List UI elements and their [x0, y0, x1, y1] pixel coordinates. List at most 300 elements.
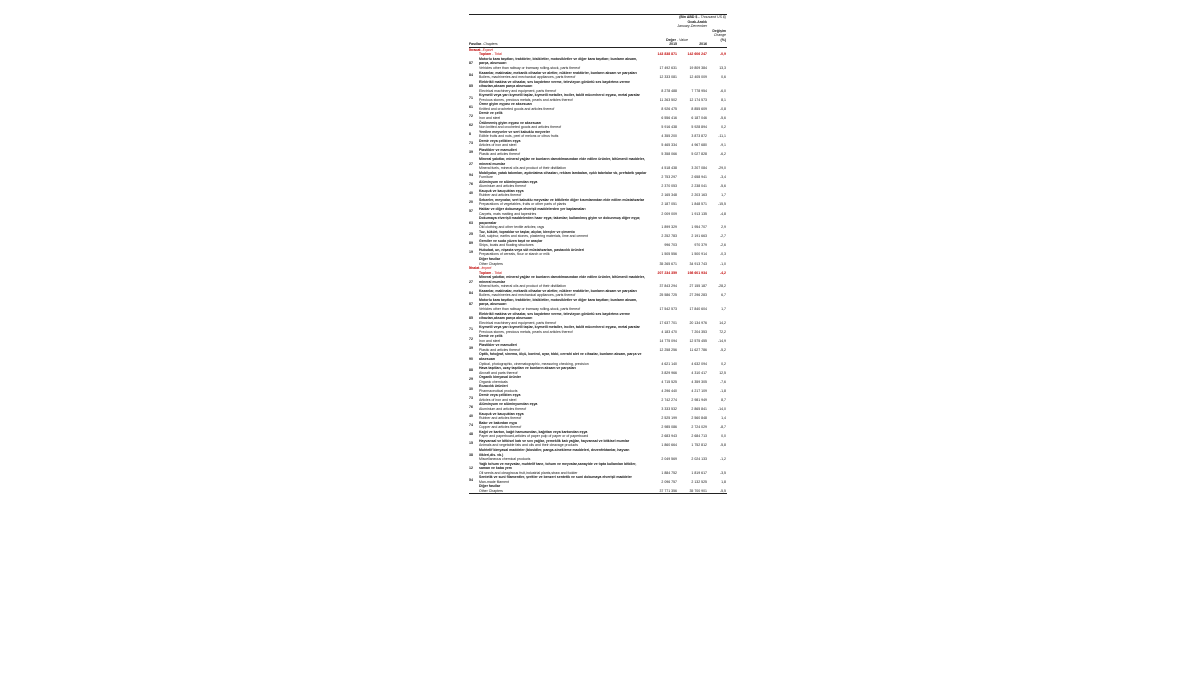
chapter-code: 87	[469, 61, 473, 66]
table-row	[469, 325, 727, 334]
value-2015-cell: 3 829 966	[661, 370, 677, 375]
change-cell: 8,7	[721, 397, 726, 402]
value-2015-cell: 17 542 573	[659, 307, 677, 311]
change-cell: -29,0	[718, 166, 726, 171]
export-title-tr: İhracat	[469, 47, 481, 52]
table-row	[469, 312, 727, 326]
value-2016-cell: 2 132 525	[691, 479, 707, 484]
value-2016-cell: 1 913 135	[691, 211, 707, 216]
chapter-name-en: Ships, boats and floating structures	[479, 243, 534, 248]
value-2016-cell: 1 954 707	[691, 225, 707, 230]
change-cell: -2,7	[719, 234, 726, 239]
chapter-name-tr: Mineral yakıtlar, mineral yağlar ve bunların damıtılmasından elde edilen ürünler, bitümenli maddeler, mineral mumlar	[479, 156, 645, 166]
chapter-name-tr: Örülmemiş giyim eşyası ve aksesuarı	[479, 120, 542, 125]
value-2015-cell: 2 742 274	[661, 397, 677, 402]
value-2015-cell: 207 234 359	[657, 270, 677, 275]
chapter-code: 39	[469, 345, 473, 350]
change-cell: -0,3	[719, 252, 726, 257]
chapter-name-tr: Alüminyum ve alüminyumdan eşya	[479, 179, 538, 184]
total-en: - Total	[492, 52, 502, 57]
chapters-en: - Chapters	[481, 42, 498, 47]
value-2015-cell: 2 683 943	[661, 434, 677, 439]
value-2016-cell: 6 187 046	[691, 116, 707, 121]
chapter-code: 73	[469, 141, 473, 146]
chapter-name-en: Carpets, mats matting and tapestries	[479, 211, 537, 216]
chapter-name-en: Mineral fuels, mineral oils and product of their distillation	[479, 166, 566, 171]
chapter-description	[479, 475, 647, 484]
chapter-name-en: Oil seeds and oleaginous fruit,industrial plants,straw and fodder	[479, 470, 578, 475]
value-2016-cell: 35 700 901	[689, 488, 707, 493]
value-2015-cell: 6 556 416	[661, 116, 677, 121]
value-2016-cell: 1 500 914	[691, 252, 707, 257]
chapter-description	[479, 366, 647, 375]
period-tr: Ocak-Aralık	[687, 19, 707, 24]
value-2016-cell: 4 359 305	[691, 379, 707, 384]
chapter-description	[479, 189, 647, 198]
chapter-code: 85	[469, 84, 473, 89]
change-cell: 12,5	[719, 370, 726, 375]
value-2015-cell: 5 358 066	[661, 152, 677, 157]
chapter-name-en: Precious stones, precious metals, pearls and articles thereof	[479, 329, 573, 334]
table-row	[469, 275, 727, 289]
chapter-name-en: Animals and vegetable fats and oils and their cleavage products	[479, 443, 579, 448]
change-cell: -1,0	[719, 261, 726, 266]
chapter-name-en: Articles of iron and steel	[479, 397, 517, 402]
chapter-code: 90	[469, 357, 473, 362]
chapter-description	[479, 393, 647, 402]
value-2016-cell: 34 913 743	[689, 261, 707, 266]
value-2015-cell: 5 465 334	[661, 143, 677, 148]
table-row	[469, 216, 727, 230]
chapter-code: 12	[469, 466, 473, 471]
table-row	[469, 439, 727, 448]
table-row	[469, 352, 727, 366]
chapter-code: 62	[469, 122, 473, 127]
chapter-code: 30	[469, 386, 473, 391]
table-row	[469, 384, 727, 393]
chapter-name-tr: Sentetik ve suni filamentler, şeritler ve benzeri sentetik ve suni dokumaya elverişli maddeler	[479, 475, 632, 480]
value-2015-cell: 17 492 631	[659, 66, 677, 71]
chapter-description	[479, 402, 647, 411]
change-cell: 2,9	[721, 225, 726, 230]
change-cell: 8,1	[721, 97, 726, 102]
chapter-code: 63	[469, 220, 473, 225]
table-row	[469, 462, 727, 476]
chapter-code: 61	[469, 104, 473, 109]
chapter-name-tr: Kıymetli veya yarı kıymetli taşlar, kıymetli metaller, inciler, taklit mücevherci eşyası, metal paralar	[479, 93, 640, 98]
chapters-header	[469, 42, 647, 47]
table-row	[469, 257, 727, 266]
chapter-name-en: Edible fruits and nuts, peel of melons or citrus fruits	[479, 134, 559, 139]
value-2016-cell: 19 809 384	[689, 66, 707, 71]
value-2016-cell: 5 027 828	[691, 152, 707, 157]
change-cell: -7,6	[719, 379, 726, 384]
chapter-description	[479, 257, 647, 266]
table-row	[469, 139, 727, 148]
change-cell: 1,7	[721, 307, 726, 311]
change-cell: -14,9	[718, 338, 726, 343]
table-row	[469, 343, 727, 352]
chapter-code: 25	[469, 231, 473, 236]
value-2015-cell: 2 370 053	[661, 184, 677, 189]
value-2015-cell: 2 187 051	[661, 202, 677, 207]
change-cell: 0,6	[721, 75, 726, 80]
value-2016-cell: 4 967 680	[691, 143, 707, 148]
import-title-en: - Import	[479, 266, 492, 271]
value-2015-cell: 2 985 086	[661, 425, 677, 430]
value-2016-cell: 2 203 163	[691, 193, 707, 198]
chapter-name-en: Plastic and articles thereof	[479, 152, 521, 157]
chapter-code: 39	[469, 150, 473, 155]
year-2016: 2016	[699, 42, 707, 47]
table-row	[469, 111, 727, 120]
value-2016-cell: 7 778 954	[691, 88, 707, 93]
chapter-name-en: Salt, sulphur, earths and stones, plastering materials, lime and cement	[479, 234, 588, 239]
change-cell: -0,9	[719, 52, 726, 57]
value-tr: Değer	[666, 37, 676, 42]
table-row	[469, 80, 727, 94]
chapter-name-tr: Halılar ve diğer dokumaya elverişli maddelerden yer kaplamaları	[479, 206, 586, 211]
change-cell: -14,0	[718, 407, 726, 412]
unit-en: Thousand US $)	[700, 15, 726, 19]
table-row	[469, 393, 727, 402]
change-cell: -4,8	[719, 211, 726, 216]
value-2016-cell: 2 684 713	[691, 434, 707, 439]
change-cell: -5,8	[719, 443, 726, 448]
chapter-name-tr: Kıymetli veya yarı kıymetli taşlar, kıymetli metaller, inciler, taklit mücevherci eşyası, metal paralar	[479, 325, 640, 330]
table-row	[469, 171, 727, 180]
unit-tr: (Bin ABD $	[679, 15, 698, 19]
chapter-name-tr: Gemiler ve suda yüzen taşıt ve araçlar	[479, 238, 543, 243]
value-2015-cell: 1 860 664	[661, 443, 677, 448]
chapter-code: 85	[469, 316, 473, 321]
chapter-code: 29	[469, 377, 473, 382]
value-2016-cell: 11 627 786	[689, 347, 707, 352]
value-2015-cell: 4 518 438	[661, 166, 677, 171]
change-cell: -8,7	[719, 425, 726, 430]
chapter-description	[479, 139, 647, 148]
change-cell: -28,2	[718, 284, 726, 289]
table-row	[469, 157, 727, 171]
table-row	[469, 230, 727, 239]
table-row	[469, 298, 727, 312]
table-row	[469, 148, 727, 157]
change-cell: -5,2	[719, 347, 726, 352]
change-cell: -1,8	[719, 388, 726, 393]
change-cell: -0,8	[719, 106, 726, 111]
table-row	[469, 375, 727, 384]
chapter-name-tr: Mobilyalar, yatak takımları, aydınlatma cihazları, reklam lambaları, ışıklı tabelalar vb, prefabrik yapılar	[479, 170, 647, 175]
chapter-description	[479, 121, 647, 130]
total-tr: Toplam	[479, 270, 492, 275]
value-en: - Value	[676, 37, 688, 42]
value-2016-cell: 1 848 571	[691, 202, 707, 207]
chapter-description	[479, 421, 647, 430]
chapter-name-en: Plastic and articles thereof	[479, 347, 521, 352]
chapter-description	[479, 484, 647, 493]
value-2016-cell: 2 981 949	[691, 397, 707, 402]
change-cell: 6,7	[721, 293, 726, 298]
import-title-tr: İthalat	[469, 266, 480, 271]
change-cell: 13,3	[719, 66, 726, 71]
chapter-name-tr: Motorlu kara taşıtları, traktörler, bisikletler, motosikletler ve diğer kara taşıtları; bunların aksam, parça, aksesuarı	[479, 56, 638, 66]
period-label	[469, 20, 727, 29]
value-2015-cell: 3 333 532	[661, 407, 677, 412]
chapter-name-en: Boilers, machineries and mechanical appliances, parts thereof	[479, 75, 576, 80]
chapter-name-en: Other Chapters	[479, 488, 503, 493]
chapter-description	[479, 248, 647, 257]
change-cell: 0,2	[721, 125, 726, 130]
year-spacer	[707, 42, 727, 47]
chapter-name-tr: Plastikler ve mamulleri	[479, 343, 517, 348]
chapter-code: 19	[469, 250, 473, 255]
chapter-description	[479, 148, 647, 157]
chapter-name-tr: Elektrikli makina ve cihazlar, ses kaydetme verme, televizyon görüntü ses kaydetme-verme cihazları,aksam parça aksesuarı	[479, 311, 630, 321]
table-row	[469, 93, 727, 102]
chapter-name-en: Articles of iron and steel	[479, 143, 517, 148]
value-2015-cell: 14 775 094	[659, 338, 677, 343]
chapter-description	[479, 230, 647, 239]
chapter-description	[479, 430, 647, 439]
chapter-name-en: Aluminium and articles thereof	[479, 407, 527, 412]
chapter-name-en: Vehicles other than railway or tramway rolling-stock, parts thereof	[479, 66, 581, 71]
value-2015-cell: 1 884 752	[661, 470, 677, 475]
chapter-description	[479, 157, 647, 171]
chapter-name-tr: Bakır ve bakırdan eşya	[479, 420, 517, 425]
chapter-name-en: Furniture	[479, 175, 494, 180]
table-row	[469, 198, 727, 207]
value-2016-cell: 1 752 812	[691, 443, 707, 448]
value-2016-cell: 12 575 455	[689, 338, 707, 343]
chapter-description	[479, 289, 647, 298]
chapter-name-en: Aluminium and articles thereof	[479, 184, 527, 189]
chapter-description	[479, 462, 647, 476]
chapter-name-en: Other Chapters	[479, 261, 503, 266]
value-2016-cell: 2 724 029	[691, 425, 707, 430]
value-2015-cell: 1 899 329	[661, 225, 677, 230]
change-cell: -5,5	[719, 488, 726, 493]
change-cell: -3,5	[719, 470, 726, 475]
chapter-description	[479, 216, 647, 230]
chapter-description	[479, 312, 647, 326]
chapter-code: 57	[469, 209, 473, 214]
value-2016-cell: 27 296 283	[689, 293, 707, 298]
chapter-code: 74	[469, 422, 473, 427]
chapter-name-tr: Hububat, un, nişasta veya süt müstahzarları, pastacılık ürünleri	[479, 247, 585, 252]
chapter-description	[479, 180, 647, 189]
chapter-description	[479, 93, 647, 102]
chapter-name-tr: Sebzeler, meyvalar, sert kabuklu meyvalar ve bitkilerin diğer kısımlarından elde edilen müstahzarlar	[479, 197, 645, 202]
chapter-name-tr: Kazanlar, makinalar, mekanik cihazlar ve aletler, nükleer reaktörler, bunların aksam ve parçaları	[479, 288, 637, 293]
chapter-name-tr: Demir veya çelikten eşya	[479, 138, 521, 143]
change-cell: 14,2	[719, 320, 726, 325]
chapter-name-tr: Tuz, kükürt, topraklar ve taşlar, alçılar, kireçler ve çimento	[479, 229, 575, 234]
chapter-code: 89	[469, 241, 473, 246]
chapter-name-en: Man-made filament	[479, 479, 509, 484]
chapter-name-en: Electrical machinery and equipment, parts thereof	[479, 88, 557, 93]
chapter-code: 71	[469, 327, 473, 332]
change-pct: (%)	[720, 37, 726, 42]
table-row	[469, 366, 727, 375]
chapter-code: 71	[469, 95, 473, 100]
value-2016-cell: 7 204 353	[691, 329, 707, 334]
chapter-code: 76	[469, 404, 473, 409]
value-2016-cell: 12 405 009	[689, 75, 707, 80]
chapter-code: 87	[469, 302, 473, 307]
chapter-name-en: Paper and paperboard,articles of paper pulp of paper or of paperboard	[479, 434, 589, 439]
value-2016-cell: 2 865 841	[691, 407, 707, 412]
value-2015-cell: 1 505 556	[661, 252, 677, 257]
change-cell: 0,0	[721, 434, 726, 439]
value-2016-cell: 2 658 941	[691, 175, 707, 180]
value-2015-cell: 12 258 256	[659, 347, 677, 352]
table-row	[469, 289, 727, 298]
chapter-name-en: Organic chemicals	[479, 379, 508, 384]
chapter-name-tr: Plastikler ve mamulleri	[479, 147, 517, 152]
chapter-name-en: Boilers, machineries and mechanical appliances, parts thereof	[479, 293, 576, 298]
change-cell: 1,4	[721, 416, 726, 421]
value-2015-cell: 37 843 294	[659, 284, 677, 289]
value-2016-cell: 1 819 617	[691, 470, 707, 475]
value-2016-cell: 142 606 247	[687, 52, 707, 57]
change-cell: -6,0	[719, 88, 726, 93]
chapter-description	[479, 80, 647, 94]
value-2015-cell: 143 838 871	[657, 52, 677, 57]
value-2016-cell: 12 174 573	[689, 97, 707, 102]
chapter-name-tr: Kauçuk ve kauçuktan eşya	[479, 188, 524, 193]
table-row	[469, 448, 727, 462]
export-title-en: - Export	[480, 47, 493, 52]
change-cell: -3,4	[719, 175, 726, 180]
table-row	[469, 71, 727, 80]
change-cell: -2,6	[719, 243, 726, 248]
chapter-name-en: Preparations of vegetables, fruits or other parts of plants	[479, 202, 567, 207]
chapter-name-en: Copper and articles thereof	[479, 425, 522, 430]
table-row	[469, 57, 727, 71]
chapter-description	[479, 71, 647, 80]
chapter-description	[479, 111, 647, 120]
value-2016-cell: 2 560 848	[691, 416, 707, 421]
chapter-description	[479, 412, 647, 421]
chapter-code: 54	[469, 477, 473, 482]
value-2015-cell: 4 296 440	[661, 388, 677, 393]
table-row	[469, 207, 727, 216]
change-cell: -4,2	[719, 270, 726, 275]
table-row	[469, 334, 727, 343]
chapter-description	[479, 375, 647, 384]
year-2015: 2015	[669, 42, 677, 47]
value-2016-cell: 198 601 934	[687, 270, 707, 275]
value-2015-cell: 2 049 569	[661, 457, 677, 462]
chapter-name-tr: Kağıt ve karton, kağıt hamurundan, kağıttan veya kartondan eşya	[479, 429, 588, 434]
value-2015-cell: 2 525 199	[661, 416, 677, 421]
value-2015-cell: 12 333 081	[659, 75, 677, 80]
table-row	[469, 484, 727, 493]
chapter-name-en: Aircraft and parts thereof	[479, 370, 518, 375]
table-row	[469, 412, 727, 421]
value-2015-cell: 11 263 502	[659, 97, 677, 102]
chapter-description	[479, 130, 647, 139]
value-2015-cell: 4 355 200	[661, 134, 677, 139]
chapter-description	[479, 102, 647, 111]
value-2015-cell: 5 916 438	[661, 125, 677, 130]
chapter-name-en: Electrical machinery and equipment, parts thereof	[479, 320, 557, 325]
table-row	[469, 402, 727, 411]
chapter-name-tr: Hava taşıtları, uzay taşıtları ve bunların aksam ve parçaları	[479, 366, 576, 371]
value-2016-cell: 4 632 094	[691, 361, 707, 366]
value-2016-cell: 17 840 604	[689, 307, 707, 311]
value-2015-cell: 996 703	[664, 243, 677, 248]
change-cell: -9,1	[719, 143, 726, 148]
value-2015-cell: 2 753 297	[661, 175, 677, 180]
chapter-code: 76	[469, 181, 473, 186]
value-2016-cell: 8 855 609	[691, 106, 707, 111]
export-rows	[469, 57, 727, 266]
table-row	[469, 421, 727, 430]
chapter-code: 8	[469, 131, 471, 136]
chapter-name-en: Mineral fuels, mineral oils and product of their distillation	[479, 284, 566, 289]
chapter-description	[479, 352, 647, 366]
chapter-code: 72	[469, 113, 473, 118]
chapter-description	[479, 343, 647, 352]
value-2016-cell: 2 024 133	[691, 457, 707, 462]
table-row	[469, 189, 727, 198]
table-row	[469, 248, 727, 257]
chapter-name-tr: Muhtelif kimyasal maddeler (biosidler, panga-sinekleme maddeleri, dezenfektanlar, hayvan ilikleri,dis. vb.)	[479, 447, 630, 457]
chapter-name-tr: Alüminyum ve alüminyumdan eşya	[479, 402, 538, 407]
value-2015-cell: 17 637 701	[659, 320, 677, 325]
value-2015-cell: 4 183 470	[661, 329, 677, 334]
chapter-code: 27	[469, 161, 473, 166]
chapter-name-tr: Elektrikli makina ve cihazlar, ses kaydetme verme, televizyon görüntü ses kaydetme-verme cihazları,aksam parça aksesuarı	[479, 79, 630, 89]
chapter-code: 88	[469, 368, 473, 373]
chapter-name-en: Optical, photographic, cinematographic, measuring checking, precision	[479, 361, 589, 366]
chapter-name-tr: Yenilen meyveler ve sert kabuklu meyveler	[479, 129, 551, 134]
chapter-name-tr: Eczacılık ürünleri	[479, 384, 508, 389]
chapter-code: 15	[469, 441, 473, 446]
chapter-code: 84	[469, 291, 473, 296]
change-header	[707, 29, 727, 38]
trade-table	[469, 14, 727, 494]
chapter-name-tr: Dokumaya elverişli maddelerden hazır eşya; takımlar; kullanılmış giyim ve dokunmuş diğer eşya; paçavralar	[479, 216, 641, 225]
chapter-description	[479, 171, 647, 180]
chapter-description	[479, 439, 647, 448]
chapter-description	[479, 207, 647, 216]
chapter-name-tr: Yağlı tohum ve meyvalar, muhtelif tane, tohum ve meyvalar,sanayide ve tıpta kullanılan bitkiler, saman ve kaba yem	[479, 461, 637, 471]
period-en: January-December	[677, 24, 707, 29]
chapter-name-tr: Kauçuk ve kauçuktan eşya	[479, 411, 524, 416]
chapter-name-en: Non knitted and crocheted goods and articles thereof	[479, 125, 562, 130]
chapter-code: 40	[469, 413, 473, 418]
value-2016-cell: 2 238 041	[691, 184, 707, 189]
value-2015-cell: 4 621 140	[661, 361, 677, 366]
change-cell: -11,1	[718, 134, 726, 139]
table-row	[469, 430, 727, 439]
chapter-name-en: Iron and steel	[479, 116, 501, 121]
total-tr: Toplam	[479, 52, 492, 57]
chapter-name-tr: Motorlu kara taşıtları, traktörler, bisikletler, motosikletler ve diğer kara taşıtları; bunların aksam, parça, aksesuarı	[479, 297, 638, 307]
chapter-description	[479, 57, 647, 71]
chapter-description	[479, 384, 647, 393]
chapter-name-en: Precious stones, precious metals, pearls and articles thereof	[479, 97, 573, 102]
chapter-name-tr: Diğer fasıllar	[479, 256, 501, 261]
value-2015-cell: 4 715 525	[661, 379, 677, 384]
change-cell: -15,5	[718, 202, 726, 207]
chapter-name-en: Miscellaneous chemical products	[479, 457, 531, 462]
chapter-description	[479, 298, 647, 312]
chapter-description	[479, 275, 647, 289]
chapter-name-en: Preparations of cereals, flour or starch or milk	[479, 252, 550, 257]
